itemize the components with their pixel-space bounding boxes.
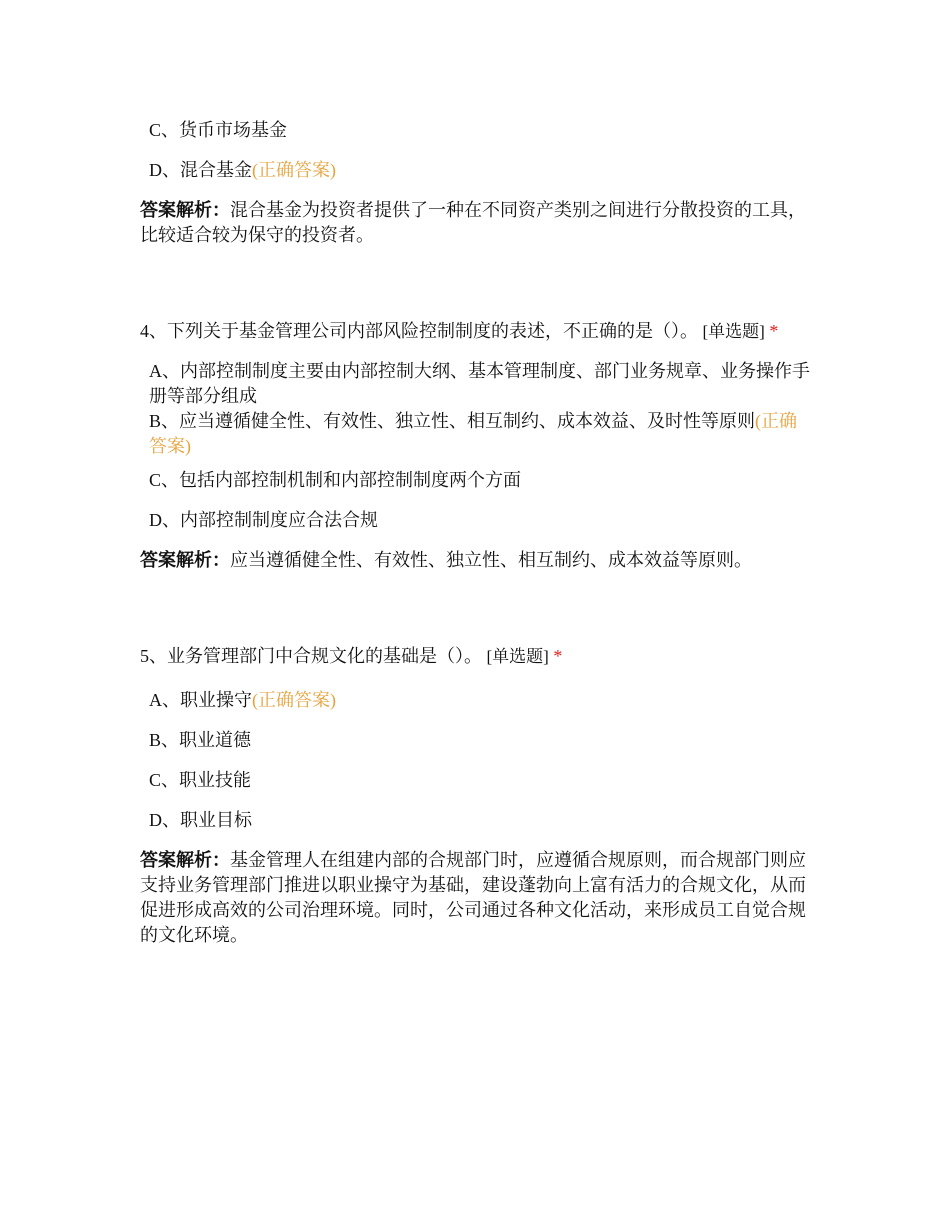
q4-analysis-label: 答案解析：	[140, 550, 230, 570]
q4-required-mark: *	[769, 321, 779, 341]
q4-question-text: 4、下列关于基金管理公司内部风险控制制度的表述，不正确的是（）。	[140, 321, 698, 341]
q5-option-c-label: C、职业技能	[149, 770, 252, 790]
q4-option-a-label: A、内部控制制度主要由内部控制大纲、基本管理制度、部门业务规章、业务操作手册等部分组成	[149, 361, 810, 406]
q5-analysis-label: 答案解析：	[140, 850, 230, 870]
q4-option-b-label: B、应当遵循健全性、有效性、独立性、相互制约、成本效益、及时性等原则	[149, 411, 756, 431]
q4-option-c-label: C、包括内部控制机制和内部控制制度两个方面	[149, 470, 522, 490]
q4-analysis	[140, 548, 812, 573]
q4-option-c	[140, 468, 812, 508]
q5-question	[140, 641, 812, 672]
q4-correct-answer-mark: (正确答案)	[149, 411, 798, 456]
q3-correct-answer-mark: (正确答案)	[252, 160, 336, 180]
question-3-block	[140, 118, 812, 248]
q5-option-b	[140, 728, 812, 768]
q4-question-type: [单选题]	[702, 322, 765, 341]
q5-option-a	[140, 688, 812, 728]
q5-question-text: 5、业务管理部门中合规文化的基础是（）。	[140, 646, 482, 666]
q3-analysis	[140, 198, 812, 248]
q4-question	[140, 316, 812, 347]
q5-analysis	[140, 848, 812, 948]
q5-correct-answer-mark: (正确答案)	[252, 690, 336, 710]
q5-option-d-label: D、职业目标	[149, 810, 252, 830]
document-page	[140, 118, 812, 948]
q3-analysis-label: 答案解析：	[140, 200, 230, 220]
q3-option-d	[140, 158, 812, 198]
q5-required-mark: *	[553, 646, 563, 666]
q3-analysis-text: 混合基金为投资者提供了一种在不同资产类别之间进行分散投资的工具，比较适合较为保守的投资者。	[140, 200, 806, 245]
question-5-block	[140, 641, 812, 948]
q4-option-b	[140, 409, 812, 459]
q5-option-d	[140, 808, 812, 848]
question-4-block	[140, 316, 812, 573]
q4-option-a	[140, 359, 812, 409]
q5-option-b-label: B、职业道德	[149, 730, 252, 750]
q3-option-c-label: C、货币市场基金	[149, 120, 288, 140]
q5-option-c	[140, 768, 812, 808]
q3-option-d-label: D、混合基金	[149, 160, 252, 180]
q3-option-c	[140, 118, 812, 158]
q4-option-d-label: D、内部控制制度应合法合规	[149, 510, 378, 530]
q4-analysis-text: 应当遵循健全性、有效性、独立性、相互制约、成本效益等原则。	[230, 550, 752, 570]
q4-option-d	[140, 508, 812, 548]
q5-option-a-label: A、职业操守	[149, 690, 252, 710]
q5-question-type: [单选题]	[486, 647, 549, 666]
q5-analysis-text: 基金管理人在组建内部的合规部门时，应遵循合规原则，而合规部门则应支持业务管理部门推进以职业操守为基础，建设蓬勃向上富有活力的合规文化，从而促进形成高效的公司治理环境。同时，公司通过各种文化活动，来形成员工自觉合规的文化环境。	[140, 850, 806, 945]
